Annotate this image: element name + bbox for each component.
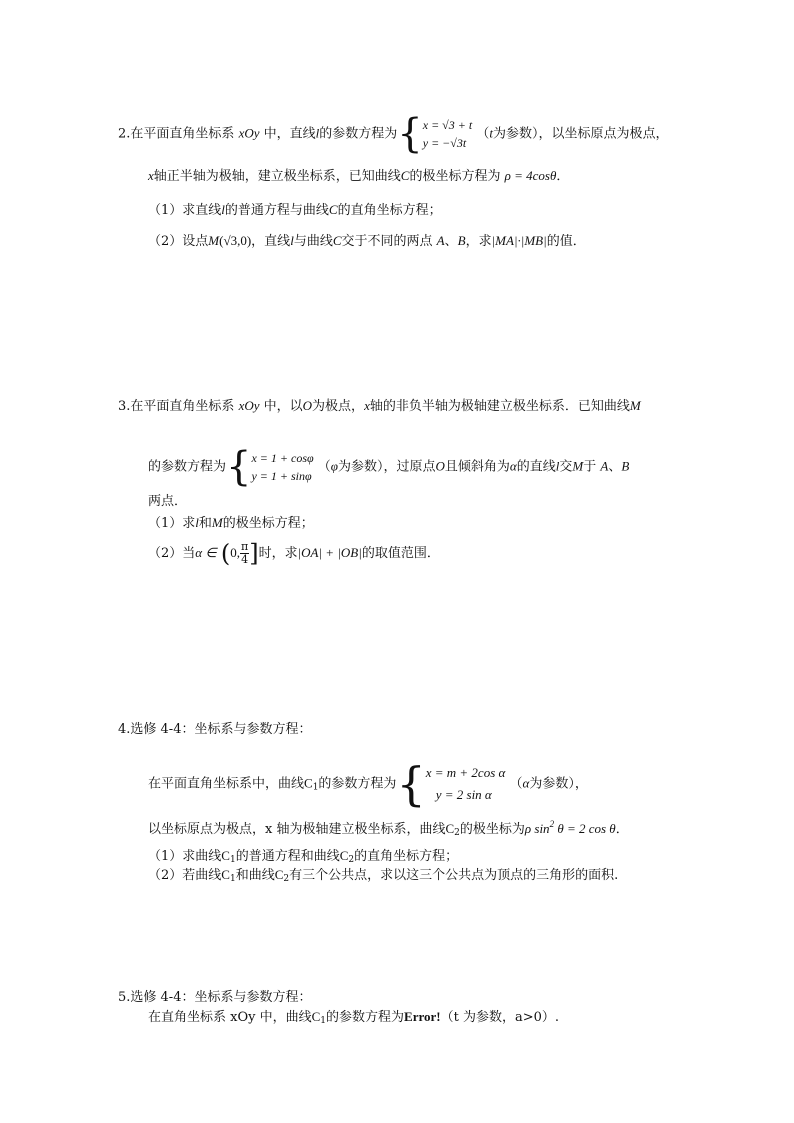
p4-q1: （1）求曲线$C_1$的普通方程和曲线$C_2$的直角坐标方程； — [148, 848, 459, 865]
p3-line-3: 两点． — [148, 494, 188, 509]
p5-title: 5.选修 4-4：坐标系与参数方程： — [118, 990, 312, 1005]
p2-polar-eq: ρ = 4cosθ — [504, 168, 557, 183]
p3-expr: |OA| + |OB| — [297, 545, 362, 560]
p2-line-1: 2.在平面直角坐标系 xOy 中，直线l的参数方程为 { x = √3 + t y = −√3t （t为参数），以坐标原点为极点， — [118, 111, 669, 157]
p3-pi-over-4: $\frac{\pi}{4}$ — [240, 540, 249, 566]
p5-line-1: 在直角坐标系 xOy 中，曲线$C_1$的参数方程为Error!（t 为参数，a>0）. — [148, 1009, 560, 1026]
p4-line-2: 以坐标原点为极点，x 轴为极轴建立极坐标系，曲线$C_2$的极坐标为ρ $\sin^2 \theta = 2$ cos θ． — [148, 819, 629, 838]
p4-polar-eq: ρ $\sin^2 \theta = 2$ cos θ — [524, 819, 616, 836]
p5-error-field: Error! — [404, 1009, 441, 1024]
p3-q1: （1）求l和M的极坐标方程； — [148, 515, 314, 531]
p3-eq-y: y = 1 + sinφ — [251, 469, 312, 483]
p2-q2: （2）设点M(√3,0)，直线l与曲线C交于不同的两点 A、B，求|MA|·|MB|的值． — [148, 233, 586, 249]
p3-number: 3. — [118, 399, 131, 414]
p2-line-2: x轴正半轴为极轴，建立极坐标系，已知曲线C的极坐标方程为 ρ = 4cosθ． — [148, 168, 570, 184]
p4-eq-y: y = 2 sin α — [435, 787, 492, 802]
p4-line-1: 在平面直角坐标系中，曲线$C_1$的参数方程为 { x = m + 2cos α y = 2 sin α （α为参数）， — [148, 757, 588, 811]
p3-line-1: 3.在平面直角坐标系 xOy 中，以O为极点，x轴的非负半轴为极轴建立极坐标系．已知曲线M — [118, 398, 641, 414]
p2-eq-y: y = −√3t — [422, 136, 467, 150]
p3-line-2: 的参数方程为 { x = 1 + cosφ y = 1 + sinφ （φ为参数），过原点O且倾斜角为α的直线l交M于 A、B — [148, 444, 630, 490]
p4-title: 4.选修 4-4：坐标系与参数方程： — [118, 722, 312, 737]
p2-param-system: { x = √3 + t y = −√3t — [397, 111, 473, 157]
p4-q2: （2）若曲线$C_1$和曲线$C_2$有三个公共点，求以这三个公共点为顶点的三角形的面积. — [148, 867, 619, 884]
p4-eq-x: x = m + 2cos α — [425, 765, 506, 780]
p2-number: 2. — [118, 126, 131, 142]
p2-q1: （1）求直线l的普通方程与曲线C的直角坐标方程； — [148, 202, 442, 218]
p5-number: 5. — [118, 990, 131, 1005]
p3-param-system: { x = 1 + cosφ y = 1 + sinφ — [226, 444, 314, 490]
p4-param-system: { x = m + 2cos α y = 2 sin α — [396, 757, 506, 811]
p4-number: 4. — [118, 722, 131, 737]
p2-eq-x: x = √3 + t — [422, 118, 473, 132]
p3-q2: （2）当α ∈ (0, $\frac{\pi}{4}$ ]时，求|OA| + |OB|的取值范围． — [148, 539, 440, 568]
p2-expr: |MA|·|MB| — [491, 233, 547, 248]
p3-eq-x: x = 1 + cosφ — [251, 451, 314, 465]
